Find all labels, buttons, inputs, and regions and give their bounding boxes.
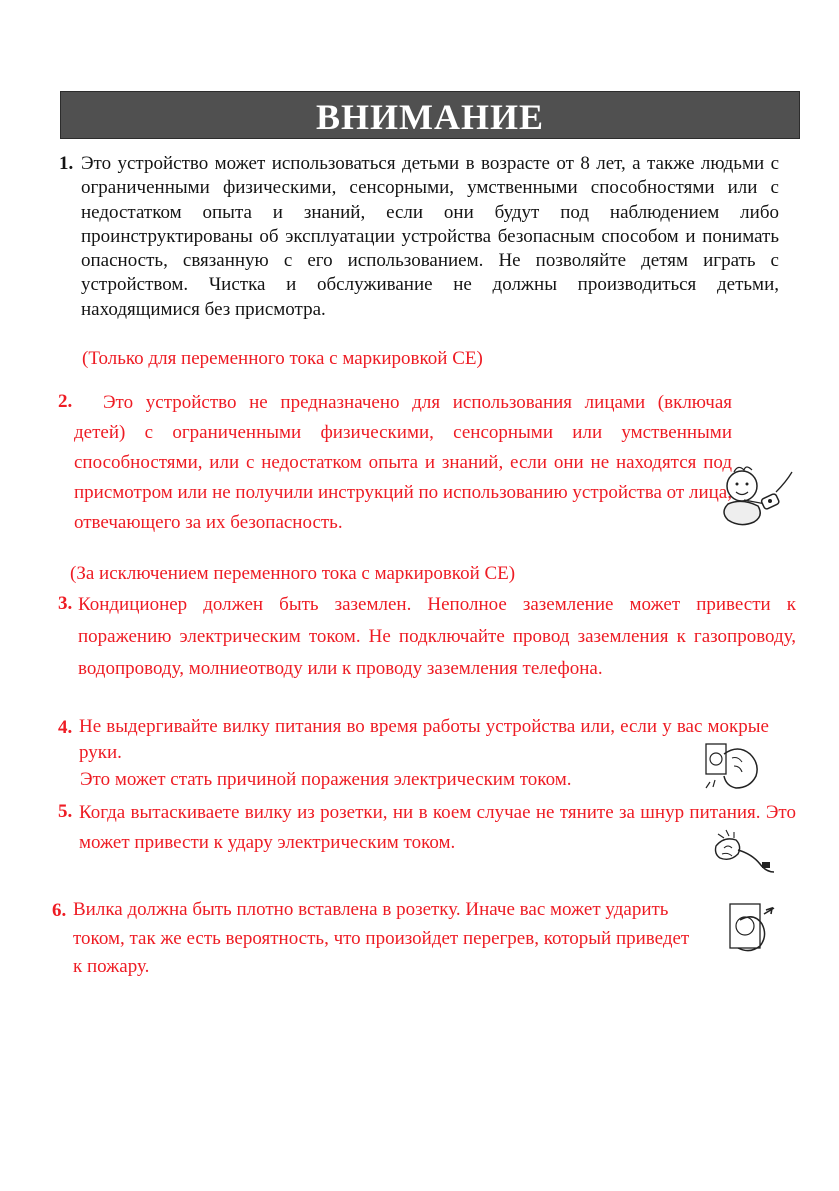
- item-text: Вилка должна быть плотно вставлена в розетку. Иначе вас может ударить током, так же есть вероятность, что произойдет перегрев, который приведет к пожару.: [73, 899, 690, 977]
- warning-banner: [60, 91, 800, 139]
- item-number: 4.: [58, 717, 73, 738]
- item-number: 2.: [58, 391, 73, 412]
- item-text: Не выдергивайте вилку питания во время работы устройства или, если у вас мокрые руки.: [79, 716, 769, 763]
- socket-hand-icon: [702, 742, 764, 792]
- item-text: Кондиционер должен быть заземлен. Неполное заземление может привести к поражению электрическим током. Не подключайте провод заземления к газопроводу, водопроводу, молниеотводу или к проводу заземления телефона.: [78, 594, 796, 679]
- plug-socket-icon: [726, 898, 780, 956]
- item-number: 3.: [58, 593, 73, 614]
- item-text: Это устройство не предназначено для использования лицами (включая детей) с ограниченными физическими, сенсорными или умственными способностями, или с недостатком опыта и знаний, если они не находятся под присмотром или не получили инструкций по использованию устройства от лица, отвечающего за их безопасность.: [74, 392, 732, 533]
- child-with-plug-illustration: [718, 460, 794, 532]
- item-note: Это может стать причиной поражения электрическим током.: [80, 769, 572, 790]
- item-note: (За исключением переменного тока с маркировкой CE): [70, 563, 516, 584]
- item-text: Это устройство может использоваться детьми в возрасте от 8 лет, а также людьми с ограниченными физическими, сенсорными, умственными способностями или с недостатком опыта и знаний, если они будут под наблюдением либо проинструктированы об эксплуатации устройства безопасным способом и понимать опасность, связанную с его использованием. Не позволяйте детям играть с устройством. Чистка и обслуживание не должны производиться детьми, находящимися без присмотра.: [81, 153, 779, 320]
- item-number: 6.: [52, 900, 67, 921]
- pull-cord-illustration: [712, 826, 778, 876]
- item-text: Когда вытаскиваете вилку из розетки, ни в коем случае не тяните за шнур питания. Это может привести к удару электрическим током.: [79, 802, 796, 853]
- plug-in-socket-illustration: [726, 898, 780, 956]
- page-title: ВНИМАНИЕ: [315, 97, 544, 137]
- wet-hands-plug-illustration: [702, 742, 764, 792]
- item-note: (Только для переменного тока с маркировкой CE): [82, 348, 483, 369]
- pull-cord-icon: [712, 826, 778, 876]
- item-number: 1.: [59, 153, 74, 174]
- child-plug-icon: [718, 460, 794, 532]
- item-number: 5.: [58, 801, 73, 822]
